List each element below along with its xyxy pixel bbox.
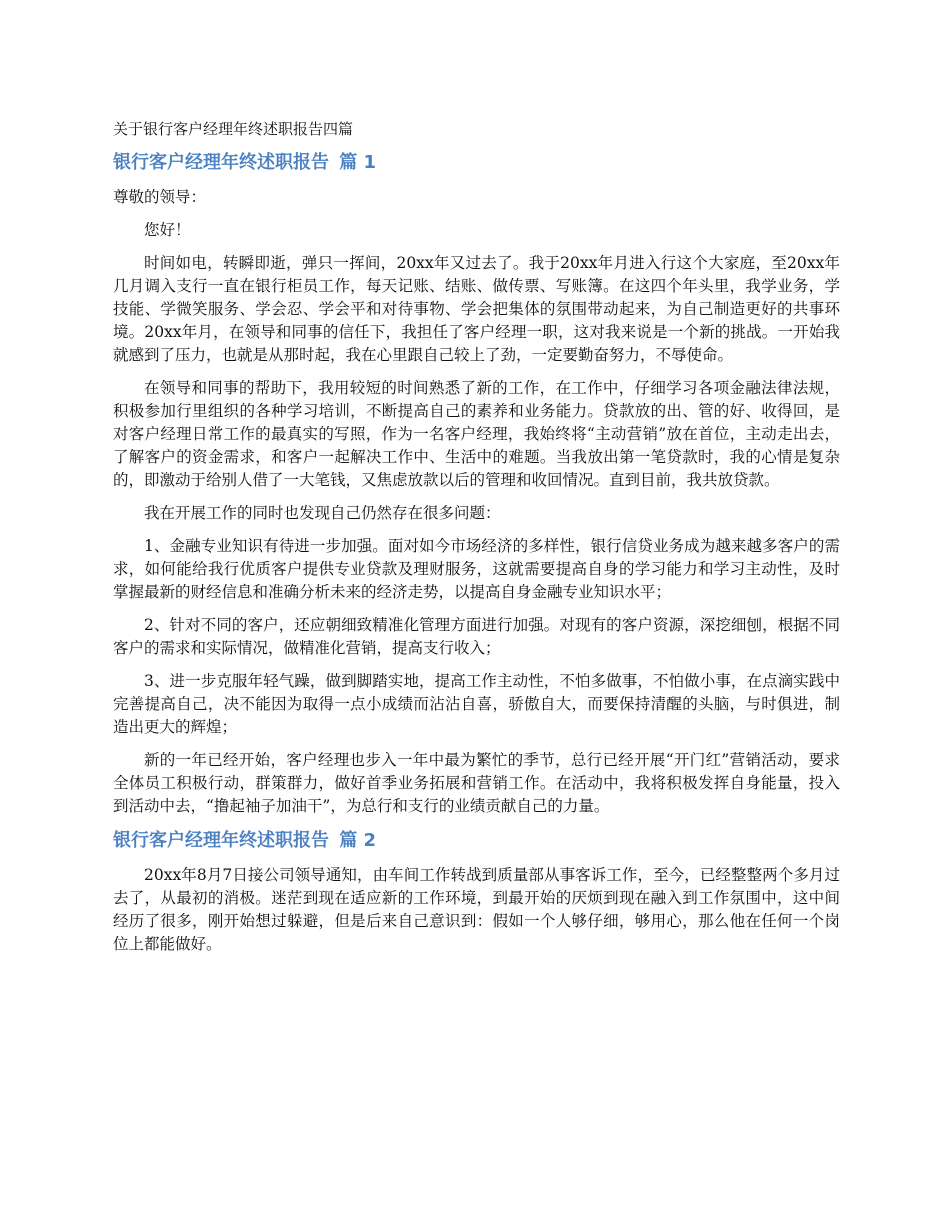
section-2-heading [113, 828, 840, 854]
document-page [113, 118, 840, 966]
list-item-paragraph: 1、金融专业知识有待进一步加强。面对如今市场经济的多样性，银行信贷业务成为越来越多客户的需求，如何能给我行优质客户提供专业贷款及理财服务，这就需要提高自身的学习能力和学习主动性，及时掌握最新的财经信息和准确分析未来的经济走势，以提高自身金融专业知识水平； [113, 537, 840, 601]
body-paragraph: 我在开展工作的同时也发现自己仍然存在很多问题： [144, 504, 501, 522]
list-item-paragraph: 2、针对不同的客户，还应朝细致精准化管理方面进行加强。对现有的客户资源，深挖细刨，根据不同客户的需求和实际情况，做精准化营销，提高支行收入； [113, 616, 840, 657]
greeting-paragraph: 您好！ [144, 221, 191, 239]
body-paragraph: 新的一年已经开始，客户经理也步入一年中最为繁忙的季节，总行已经开展“开门红”营销活动，要求全体员工积极行动，群策群力，做好首季业务拓展和营销工作。在活动中，我将积极发挥自身能量，投入到活动中去，“撸起袖子加油干”，为总行和支行的业绩贡献自己的力量。 [113, 751, 840, 815]
section-2-heading-text: 银行客户经理年终述职报告 [113, 830, 329, 851]
body-paragraph: 在领导和同事的帮助下，我用较短的时间熟悉了新的工作，在工作中，仔细学习各项金融法律法规，积极参加行里组织的各种学习培训，不断提高自己的素养和业务能力。贷款放的出、管的好、收得回，是对客户经理日常工作的最真实的写照，作为一名客户经理，我始终将“主动营销”放在首位，主动走出去，了解客户的资金需求，和客户一起解决工作中、生活中的难题。当我放出第一笔贷款时，我的心情是复杂的，即激动于给别人借了一大笔钱，又焦虑放款以后的管理和收回情况。直到目前，我共放贷款。 [113, 379, 840, 489]
list-item-paragraph: 3、进一步克服年轻气躁，做到脚踏实地，提高工作主动性，不怕多做事，不怕做小事，在点滴实践中完善提高自己，决不能因为取得一点小成绩而沾沾自喜，骄傲自大，而要保持清醒的头脑，与时俱进，制造出更大的辉煌； [113, 672, 840, 736]
body-paragraph: 20xx年8月7日接公司领导通知，由车间工作转战到质量部从事客诉工作，至今，已经整整两个多月过去了，从最初的消极。迷茫到现在适应新的工作环境，到最开始的厌烦到现在融入到工作氛围中，这中间经历了很多，刚开始想过躲避，但是后来自己意识到：假如一个人够仔细，够用心，那么他在任何一个岗位上都能做好。 [113, 866, 840, 953]
section-2-number: 篇 2 [339, 830, 377, 851]
salutation: 尊敬的领导： [113, 188, 207, 206]
section-1-heading [113, 150, 840, 176]
body-paragraph: 时间如电，转瞬即逝，弹只一挥间，20xx年又过去了。我于20xx年月进入行这个大家庭，至20xx年几月调入支行一直在银行柜员工作，每天记账、结账、做传票、写账簿。在这四个年头里，我学业务，学技能、学微笑服务、学会忍、学会平和对待事物、学会把集体的氛围带动起来，为自己制造更好的共事环境。20xx年月，在领导和同事的信任下，我担任了客户经理一职，这对我来说是一个新的挑战。一开始我就感到了压力，也就是从那时起，我在心里跟自己较上了劲，一定要勤奋努力，不辱使命。 [113, 254, 840, 364]
document-title: 关于银行客户经理年终述职报告四篇 [113, 120, 354, 138]
section-1-number: 篇 1 [339, 152, 377, 173]
section-1-heading-text: 银行客户经理年终述职报告 [113, 152, 329, 173]
